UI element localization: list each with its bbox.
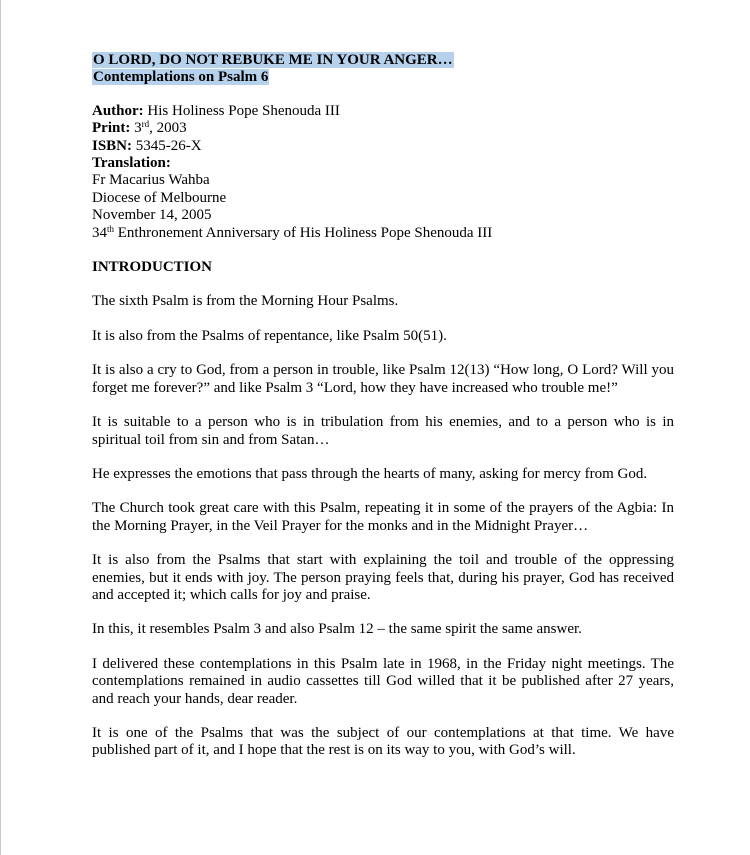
paragraph: He expresses the emotions that pass through the hearts of many, asking for mercy from God.: [92, 465, 648, 482]
anniversary-number: 34: [92, 224, 107, 241]
paragraph: It is also from the Psalms of repentance, like Psalm 50(51).: [92, 327, 447, 344]
paragraph: The sixth Psalm is from the Morning Hour Psalms.: [92, 293, 399, 310]
anniversary-text: Enthronement Anniversary of His Holiness Pope Shenouda III: [114, 224, 493, 241]
paragraph: In this, it resembles Psalm 3 and also Psalm 12 – the same spirit the same answer.: [92, 621, 582, 638]
anniversary-line: [92, 225, 674, 242]
isbn-line: [92, 138, 674, 155]
isbn-label: ISBN:: [92, 137, 133, 154]
paragraph: It is also a cry to God, from a person in trouble, like Psalm 12(13) “How long, O Lord? Will you forget me forever?” and like Psalm 3 “Lord, how they have increased who trouble me!”: [92, 362, 674, 396]
translation-label: Translation:: [92, 155, 171, 172]
document-content: [92, 52, 674, 760]
translator-name: Fr Macarius Wahba: [92, 172, 210, 189]
print-ordinal: rd: [141, 119, 150, 130]
isbn-value: 5345-26-X: [132, 137, 202, 154]
paragraph: It is one of the Psalms that was the subject of our contemplations at that time. We have published part of it, and I hope that the rest is on its way to you, with God’s will.: [92, 724, 674, 759]
paragraph: It is suitable to a person who is in tribulation from his enemies, and to a person who is in spiritual toil from sin and from Satan…: [92, 414, 674, 448]
print-line: [92, 120, 674, 137]
print-label: Print:: [92, 120, 131, 137]
print-number: 3: [130, 120, 142, 137]
document-title: [92, 52, 674, 87]
paragraph: I delivered these contemplations in this Psalm late in 1968, in the Friday night meetings. The contemplations remained in audio cassettes till God willed that it be published after 27 years, and reach your hands, dear reader.: [92, 655, 674, 707]
print-year: , 2003: [149, 120, 187, 137]
publication-info: [92, 103, 674, 242]
paragraph: The Church took great care with this Psalm, repeating it in some of the prayers of the Agbia: In the Morning Prayer, in the Veil Prayer for the monks and in the Midnight Prayer…: [92, 500, 674, 534]
section-heading-introduction: INTRODUCTION: [92, 259, 213, 276]
title-line-2[interactable]: Contemplations on Psalm 6: [93, 69, 269, 86]
title-line-1[interactable]: O LORD, DO NOT REBUKE ME IN YOUR ANGER…: [93, 52, 453, 68]
author-line: [92, 103, 674, 120]
paragraph: It is also from the Psalms that start with explaining the toil and trouble of the oppressing enemies, but it ends with joy. The person praying feels that, during his prayer, God has received and accepted it; which calls for joy and praise.: [92, 552, 674, 603]
diocese: Diocese of Melbourne: [92, 189, 227, 206]
author-label: Author:: [92, 102, 144, 119]
author-value: His Holiness Pope Shenouda III: [143, 102, 340, 119]
translation-date: November 14, 2005: [92, 207, 212, 224]
anniversary-ordinal: th: [107, 223, 115, 234]
